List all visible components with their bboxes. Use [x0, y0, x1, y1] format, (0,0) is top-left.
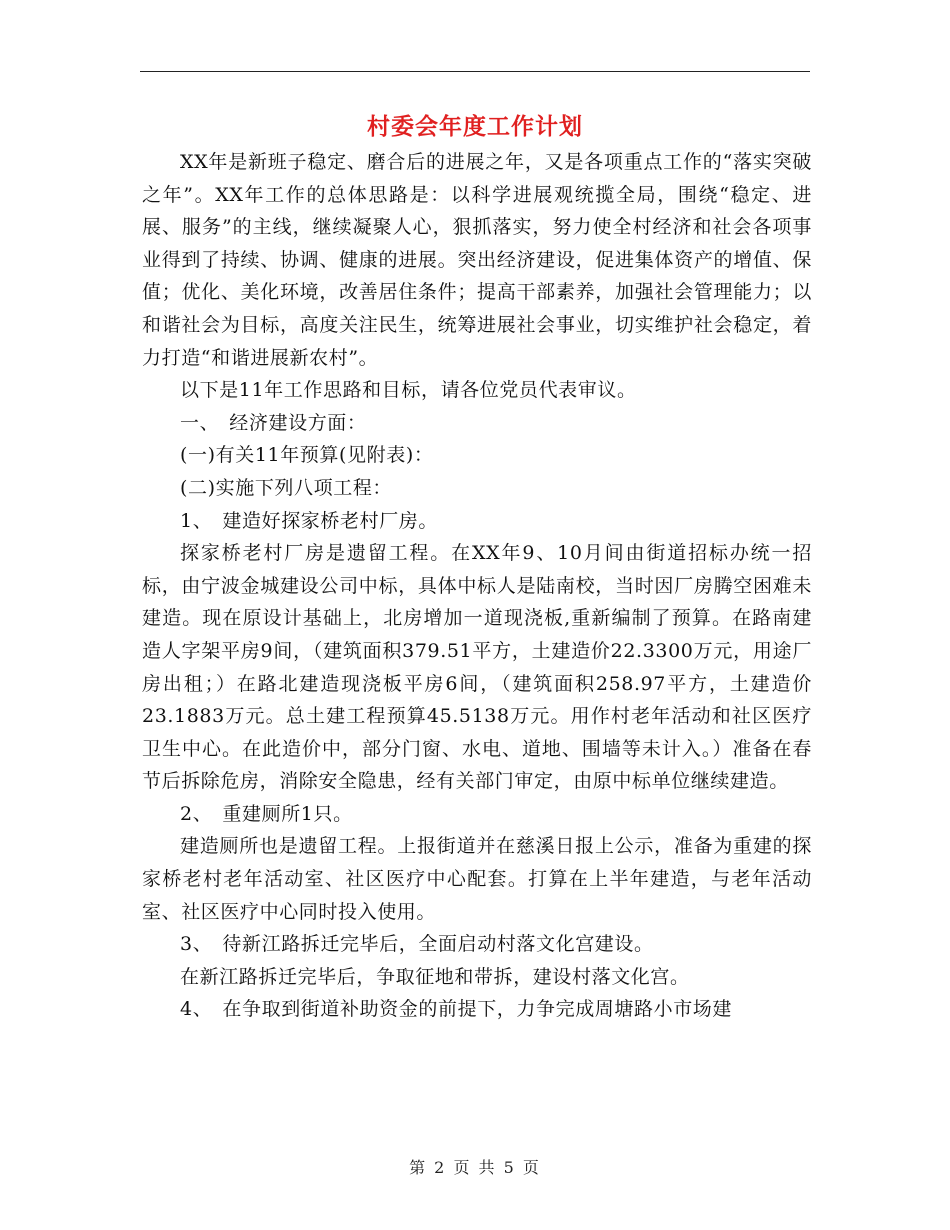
heading-budget: (一)有关11年预算(见附表)：: [180, 444, 434, 467]
item-3-body: 在新江路拆迁完毕后，争取征地和带拆，建设村落文化宫。: [180, 965, 690, 988]
page-number: 第 2 页 共 5 页: [409, 1158, 541, 1177]
heading-economic: 一、 经济建设方面：: [180, 411, 367, 434]
item-2-title: 2、 重建厕所1只。: [180, 802, 353, 825]
document-title: 村委会年度工作计划: [367, 113, 583, 140]
item-1-body: 探家桥老村厂房是遗留工程。在XX年9、10月间由街道招标办统一招标，由宁波金城建设公司中标，具体中标人是陆南校，当时因厂房腾空困难未建造。现在原设计基础上，北房增加一道现浇板,重新编制了预算。在路南建造人字架平房9间，（建筑面积379.51平方，土建造价22.3300万元，用途厂房出租；）在路北建造现浇板平房6间，（建筑面积258.97平方，土建造价23.1883万元。总土建工程预算45.5138万元。用作村老年活动和社区医疗卫生中心。在此造价中，部分门窗、水电、道地、围墙等未计入。）准备在春节后拆除危房，消除安全隐患，经有关部门审定，由原中标单位继续建造。: [142, 542, 812, 793]
paragraph-review: 以下是11年工作思路和目标，请各位党员代表审议。: [180, 379, 637, 402]
item-2-body: 建造厕所也是遗留工程。上报街道并在慈溪日报上公示，准备为重建的探家桥老村老年活动室、社区医疗中心配套。打算在上半年建造，与老年活动室、社区医疗中心同时投入使用。: [142, 835, 812, 923]
document-body: [142, 146, 812, 1026]
header-rule: [140, 71, 810, 72]
heading-projects: (二)实施下列八项工程：: [180, 476, 393, 499]
item-4-title: 4、 在争取到街道补助资金的前提下，力争完成周塘路小市场建: [180, 998, 732, 1021]
item-1-title: 1、 建造好探家桥老村厂房。: [180, 509, 438, 532]
item-3-title: 3、 待新江路拆迁完毕后，全面启动村落文化宫建设。: [180, 933, 654, 956]
paragraph-intro: XX年是新班子稳定、磨合后的进展之年，又是各项重点工作的“落实突破之年”。XX年工作的总体思路是：以科学进展观统揽全局，围绕“稳定、进展、服务”的主线，继续凝聚人心，狠抓落实，努力使全村经济和社会各项事业得到了持续、协调、健康的进展。突出经济建设，促进集体资产的增值、保值；优化、美化环境，改善居住条件；提高干部素养，加强社会管理能力；以和谐社会为目标，高度关注民生，统筹进展社会事业，切实维护社会稳定，着力打造“和谐进展新农村”。: [142, 151, 812, 369]
